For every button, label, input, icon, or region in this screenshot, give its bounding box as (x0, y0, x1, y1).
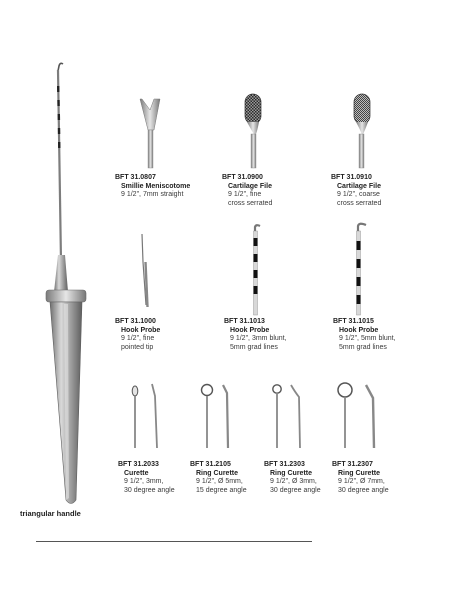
ring-curette-5mm-illustration (202, 385, 229, 449)
product-name: Cartilage File (337, 182, 381, 190)
product-code: BFT 31.0807 (115, 174, 156, 181)
product-detail: 9 1/2", Ø 5mm, (196, 478, 243, 486)
product-code: BFT 31.1015 (333, 318, 374, 325)
product-code: BFT 31.2307 (332, 461, 373, 468)
product-name: Ring Curette (270, 469, 312, 477)
product-caption-2307 (332, 461, 389, 495)
product-code: BFT 31.1000 (115, 318, 156, 325)
product-detail: 5mm grad lines (339, 343, 387, 351)
hook-probe-3mm-illustration (254, 225, 261, 315)
product-caption-2303 (264, 461, 321, 495)
product-detail: 5mm grad lines (230, 343, 278, 351)
handle-caption: triangular handle (20, 509, 81, 518)
product-name: Cartilage File (228, 182, 272, 190)
hook-probe-5mm-illustration (357, 224, 367, 315)
product-detail: cross serrated (228, 199, 273, 207)
product-code: BFT 31.0900 (222, 174, 263, 181)
ring-curette-7mm-illustration (338, 383, 374, 448)
product-code: BFT 31.2105 (190, 461, 231, 468)
product-detail: 9 1/2", Ø 3mm, (270, 478, 317, 486)
product-name: Hook Probe (230, 326, 270, 334)
ring-curette-3mm-illustration (273, 385, 300, 448)
product-code: BFT 31.1013 (224, 318, 265, 325)
product-caption-0900 (222, 174, 272, 208)
divider-line (36, 541, 312, 542)
product-code: BFT 31.0910 (331, 174, 372, 181)
product-detail: 9 1/2", fine (121, 335, 155, 343)
product-detail: 30 degree angle (338, 486, 389, 494)
hook-probe-fine-illustration (142, 234, 148, 307)
product-detail: 9 1/2", 3mm blunt, (230, 335, 287, 343)
product-code: BFT 31.2033 (118, 461, 159, 468)
product-caption-2033 (118, 461, 175, 495)
product-caption-1013 (224, 318, 287, 352)
product-detail: cross serrated (337, 199, 382, 207)
product-name: Ring Curette (196, 469, 238, 477)
cartilage-file-fine-illustration (245, 94, 261, 168)
product-caption-1015 (333, 318, 396, 352)
product-name: Hook Probe (121, 326, 161, 334)
product-caption-0807 (115, 174, 190, 200)
product-code: BFT 31.2303 (264, 461, 305, 468)
product-caption-0910 (331, 174, 381, 208)
product-name: Curette (124, 469, 149, 477)
product-detail: 9 1/2", 7mm straight (121, 191, 184, 199)
product-detail: pointed tip (121, 343, 154, 351)
product-detail: 9 1/2", 3mm, (124, 478, 164, 486)
triangular-handle-instrument (46, 63, 86, 503)
product-detail: 9 1/2", fine (228, 191, 262, 199)
meniscotome-illustration (140, 99, 160, 168)
curette-3mm-illustration (132, 384, 157, 448)
product-detail: 9 1/2", coarse (337, 191, 380, 199)
product-detail: 30 degree angle (270, 486, 321, 494)
product-detail: 9 1/2", 5mm blunt, (339, 335, 396, 343)
product-detail: 30 degree angle (124, 486, 175, 494)
product-detail: 15 degree angle (196, 486, 247, 494)
cartilage-file-coarse-illustration (354, 94, 370, 168)
product-caption-1000 (115, 318, 160, 352)
product-name: Hook Probe (339, 326, 379, 334)
product-name: Ring Curette (338, 469, 380, 477)
product-name: Smillie Meniscotome (121, 182, 191, 190)
product-caption-2105 (190, 461, 247, 495)
product-detail: 9 1/2", Ø 7mm, (338, 478, 385, 486)
